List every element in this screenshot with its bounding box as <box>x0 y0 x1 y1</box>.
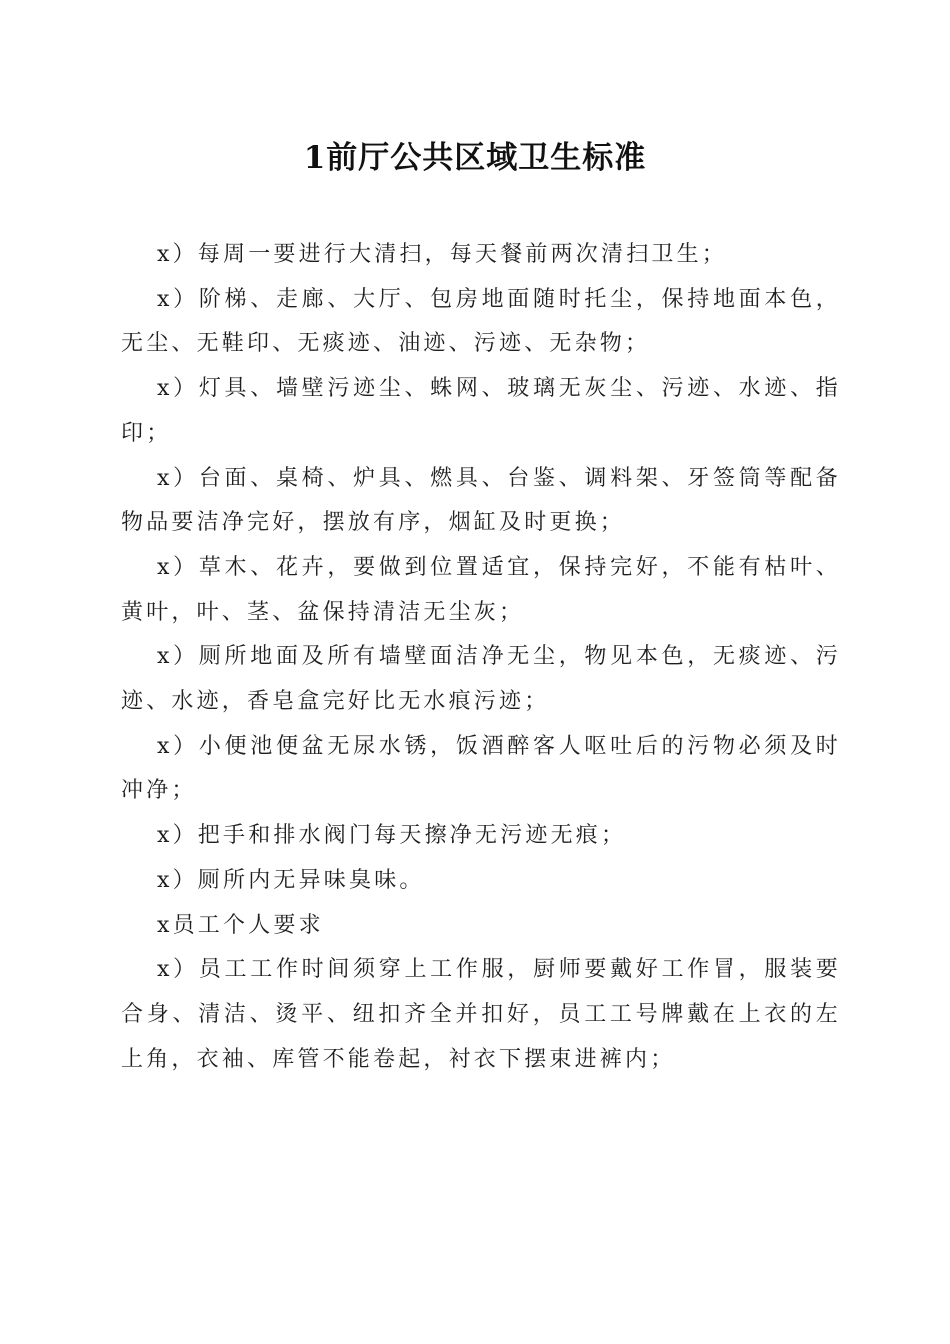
document-body <box>121 233 841 1082</box>
paragraph-urinal: x）小便池便盆无尿水锈，饭酒醉客人呕吐后的污物必须及时冲净； <box>121 733 841 804</box>
paragraph-restroom-floor: x）厕所地面及所有墙壁面洁净无尘，物见本色，无痰迹、污迹、水迹，香皂盒完好比无水痕污迹； <box>121 644 841 715</box>
paragraph-lighting-walls: x）灯具、墙壁污迹尘、蛛网、玻璃无灰尘、污迹、水迹、指印； <box>121 376 841 446</box>
paragraph-plants: x）草木、花卉，要做到位置适宜，保持完好，不能有枯叶、黄叶，叶、茎、盆保持清洁无尘灰； <box>121 554 841 625</box>
paragraph-weekly-cleaning: x）每周一要进行大清扫，每天餐前两次清扫卫生； <box>157 242 728 267</box>
document-title: 1前厅公共区域卫生标准 <box>303 140 647 176</box>
paragraph-table-items: x）台面、桌椅、炉具、燃具、台鉴、调料架、牙签筒等配备物品要洁净完好，摆放有序，烟缸及时更换； <box>121 465 841 536</box>
paragraph-floor-standard: x）阶梯、走廊、大厅、包房地面随时托尘，保持地面本色，无尘、无鞋印、无痰迹、油迹、污迹、无杂物； <box>121 286 841 357</box>
paragraph-staff-uniform: x）员工工作时间须穿上工作服，厨师要戴好工作冒，服装要合身、清洁、烫平、纽扣齐全并扣好，员工工号牌戴在上衣的左上角，衣袖、库管不能卷起，衬衣下摆束进裤内； <box>121 957 841 1072</box>
paragraph-handles-valves: x）把手和排水阀门每天擦净无污迹无痕； <box>157 823 627 849</box>
section-heading-staff: x员工个人要求 <box>157 912 324 938</box>
paragraph-restroom-odor: x）厕所内无异味臭味。 <box>157 867 425 893</box>
